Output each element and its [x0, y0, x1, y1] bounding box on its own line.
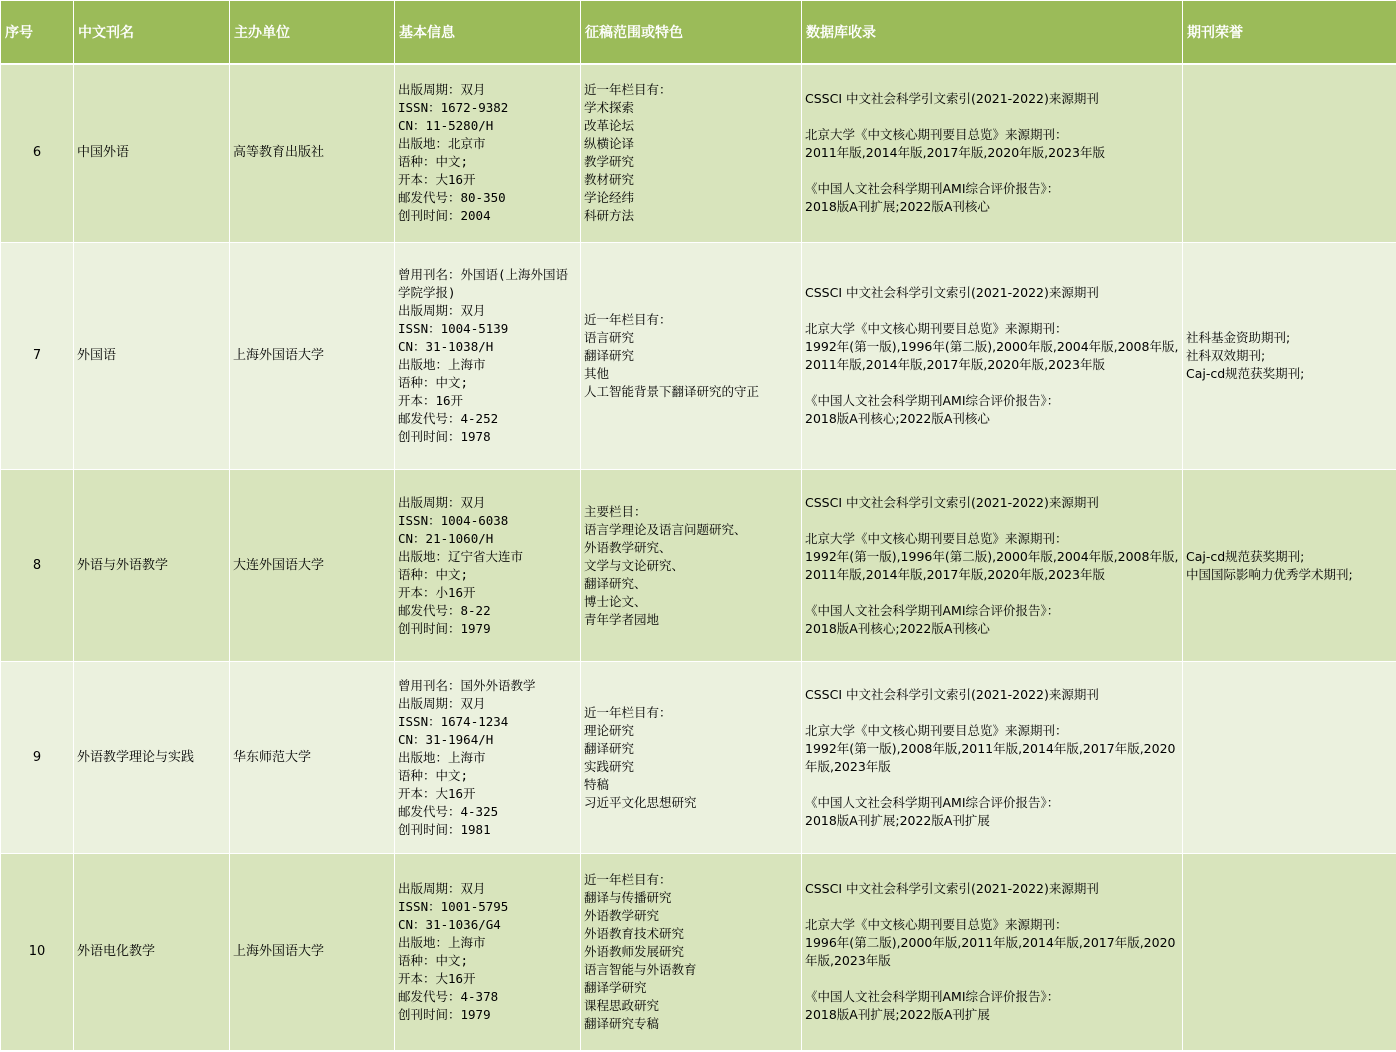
- honor-cell: [1183, 854, 1396, 1051]
- database-cell: CSSCI 中文社会科学引文索引(2021-2022)来源期刊 北京大学《中文核心期刊要目总览》来源期刊： 1992年(第一版),1996年(第二版),2000年版,2004年版,2008年版,2011年版,2014年版,2017年版,2020年版,2023年版 《中国人文社会科学期刊AMI综合评价报告》： 2018版A刊核心;2022版A刊核心: [802, 470, 1183, 662]
- info-cell: 出版周期：双月 ISSN：1672-9382 CN：11-5280/H 出版地：北京市 语种：中文; 开本：大16开 邮发代号：80-350 创刊时间：2004: [395, 64, 581, 243]
- honor-cell: [1183, 662, 1396, 854]
- journal-name-cell: 外国语: [74, 243, 230, 470]
- seq-cell: 7: [1, 243, 74, 470]
- database-cell: CSSCI 中文社会科学引文索引(2021-2022)来源期刊 北京大学《中文核心期刊要目总览》来源期刊： 1992年(第一版),1996年(第二版),2000年版,2004年版,2008年版,2011年版,2014年版,2017年版,2020年版,2023年版 《中国人文社会科学期刊AMI综合评价报告》： 2018版A刊核心;2022版A刊核心: [802, 243, 1183, 470]
- database-cell: CSSCI 中文社会科学引文索引(2021-2022)来源期刊 北京大学《中文核心期刊要目总览》来源期刊： 2011年版,2014年版,2017年版,2020年版,2023年版 《中国人文社会科学期刊AMI综合评价报告》： 2018版A刊扩展;2022版A刊核心: [802, 64, 1183, 243]
- database-cell: CSSCI 中文社会科学引文索引(2021-2022)来源期刊 北京大学《中文核心期刊要目总览》来源期刊： 1992年(第一版),2008年版,2011年版,2014年版,2017年版,2020年版,2023年版 《中国人文社会科学期刊AMI综合评价报告》： 2018版A刊扩展;2022版A刊扩展: [802, 662, 1183, 854]
- table-row: [1, 64, 1396, 243]
- table-row: [1, 470, 1396, 662]
- header-host: 主办单位: [230, 1, 395, 64]
- header-name: 中文刊名: [74, 1, 230, 64]
- host-cell: 大连外国语大学: [230, 470, 395, 662]
- header-honor: 期刊荣誉: [1183, 1, 1396, 64]
- table-row: [1, 243, 1396, 470]
- header-info: 基本信息: [395, 1, 581, 64]
- info-cell: 出版周期：双月 ISSN：1004-6038 CN：21-1060/H 出版地：辽宁省大连市 语种：中文; 开本：小16开 邮发代号：8-22 创刊时间：1979: [395, 470, 581, 662]
- journal-name-cell: 外语与外语教学: [74, 470, 230, 662]
- scope-cell: 主要栏目： 语言学理论及语言问题研究、 外语教学研究、 文学与文论研究、 翻译研究、 博士论文、 青年学者园地: [581, 470, 802, 662]
- database-cell: CSSCI 中文社会科学引文索引(2021-2022)来源期刊 北京大学《中文核心期刊要目总览》来源期刊： 1996年(第二版),2000年版,2011年版,2014年版,2017年版,2020年版,2023年版 《中国人文社会科学期刊AMI综合评价报告》： 2018版A刊扩展;2022版A刊扩展: [802, 854, 1183, 1051]
- host-cell: 上海外国语大学: [230, 854, 395, 1051]
- host-cell: 高等教育出版社: [230, 64, 395, 243]
- honor-cell: Caj-cd规范获奖期刊; 中国国际影响力优秀学术期刊;: [1183, 470, 1396, 662]
- table-row: [1, 854, 1396, 1051]
- scope-cell: 近一年栏目有： 理论研究 翻译研究 实践研究 特稿 习近平文化思想研究: [581, 662, 802, 854]
- honor-cell: 社科基金资助期刊; 社科双效期刊; Caj-cd规范获奖期刊;: [1183, 243, 1396, 470]
- honor-cell: [1183, 64, 1396, 243]
- seq-cell: 9: [1, 662, 74, 854]
- table-row: [1, 662, 1396, 854]
- scope-cell: 近一年栏目有： 翻译与传播研究 外语教学研究 外语教育技术研究 外语教师发展研究 语言智能与外语教育 翻译学研究 课程思政研究 翻译研究专稿: [581, 854, 802, 1051]
- seq-cell: 10: [1, 854, 74, 1051]
- header-seq: 序号: [1, 1, 74, 64]
- info-cell: 曾用刊名：外国语(上海外国语学院学报) 出版周期：双月 ISSN：1004-5139 CN：31-1038/H 出版地：上海市 语种：中文; 开本：16开 邮发代号：4-252 创刊时间：1978: [395, 243, 581, 470]
- info-cell: 曾用刊名：国外外语教学 出版周期：双月 ISSN：1674-1234 CN：31-1964/H 出版地：上海市 语种：中文; 开本：大16开 邮发代号：4-325 创刊时间：1981: [395, 662, 581, 854]
- journal-name-cell: 外语电化教学: [74, 854, 230, 1051]
- host-cell: 华东师范大学: [230, 662, 395, 854]
- seq-cell: 8: [1, 470, 74, 662]
- journal-name-cell: 外语教学理论与实践: [74, 662, 230, 854]
- header-scope: 征稿范围或特色: [581, 1, 802, 64]
- header-row: [1, 1, 1396, 64]
- scope-cell: 近一年栏目有： 语言研究 翻译研究 其他 人工智能背景下翻译研究的守正: [581, 243, 802, 470]
- journal-name-cell: 中国外语: [74, 64, 230, 243]
- seq-cell: 6: [1, 64, 74, 243]
- info-cell: 出版周期：双月 ISSN：1001-5795 CN：31-1036/G4 出版地：上海市 语种：中文; 开本：大16开 邮发代号：4-378 创刊时间：1979: [395, 854, 581, 1051]
- host-cell: 上海外国语大学: [230, 243, 395, 470]
- scope-cell: 近一年栏目有： 学术探索 改革论坛 纵横论译 教学研究 教材研究 学论经纬 科研方法: [581, 64, 802, 243]
- header-db: 数据库收录: [802, 1, 1183, 64]
